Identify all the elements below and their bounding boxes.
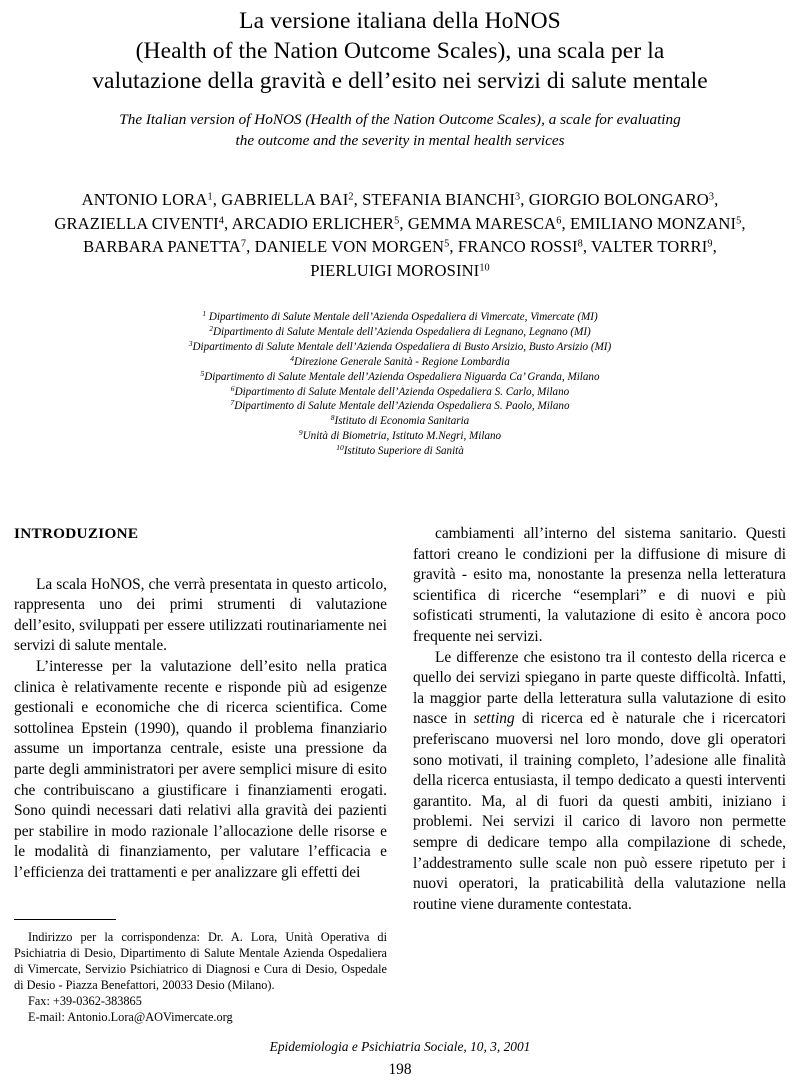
affiliation-text: Unità di Biometria, Istituto M.Negri, Milano xyxy=(302,430,502,443)
right-column xyxy=(413,524,786,915)
title-block xyxy=(0,0,800,151)
subtitle xyxy=(84,109,716,151)
affiliation-text: Dipartimento di Salute Mentale dell’Azienda Ospedaliera S. Carlo, Milano xyxy=(234,385,570,398)
affiliation-list xyxy=(0,310,800,459)
page-title xyxy=(26,6,774,96)
title-line: valutazione della gravità e dell’esito nei servizi di salute mentale xyxy=(92,68,708,94)
affiliation-item xyxy=(0,399,800,414)
author-affiliation-marker: 1 xyxy=(207,191,213,203)
author-affiliation-marker: 5 xyxy=(444,238,450,250)
title-line: (Health of the Nation Outcome Scales), una scala per la xyxy=(135,38,665,64)
author-name: GABRIELLA BAI xyxy=(221,190,349,209)
affiliation-item xyxy=(0,429,800,444)
journal-reference: Epidemiologia e Psichiatria Sociale, 10, 3, 2001 xyxy=(269,1039,531,1054)
affiliation-text: Dipartimento di Salute Mentale dell’Azienda Ospedaliera S. Paolo, Milano xyxy=(234,400,570,413)
affiliation-item xyxy=(0,414,800,429)
page-number: 198 xyxy=(388,1061,412,1078)
affiliation-marker: 9 xyxy=(298,428,303,438)
author-affiliation-marker: 5 xyxy=(736,215,742,227)
author-affiliation-marker: 3 xyxy=(515,191,521,203)
left-column xyxy=(14,524,387,915)
author-affiliation-marker: 10 xyxy=(479,262,490,274)
subtitle-line: the outcome and the severity in mental health services xyxy=(235,132,565,149)
author-name: BARBARA PANETTA xyxy=(83,237,241,256)
affiliation-marker: 7 xyxy=(230,398,235,408)
body-columns xyxy=(14,524,786,915)
emphasised-term: setting xyxy=(473,710,515,728)
author-line xyxy=(16,259,784,283)
affiliation-text: Istituto di Economia Sanitaria xyxy=(334,415,470,428)
affiliation-text: Dipartimento di Salute Mentale dell’Azienda Ospedaliera di Vimercate, Vimercate (MI) xyxy=(206,311,598,323)
affiliation-marker: 2 xyxy=(209,324,213,334)
paragraph: Le differenze che esistono tra il contesto della ricerca e quello dei servizi spiegano in parte queste difficoltà. Infatti, la maggior parte della letteratura sulla valutazione di esito nasce in setting di ricerca ed è naturale che i ricercatori preferiscano muoversi nel loro mondo, dove gli operatori sono motivati, il training completo, l’adesione alle finalità della ricerca entusiasta, il tempo dedicato a questi interventi garantito. Ma, al di fuori da questi ambiti, iniziano i problemi. Nei servizi il carico di lavoro non permette sempre di dedicare tempo alla compilazione di schede, l’addestramento sulle scale non può essere ripetuto per i nuovi operatori, la praticabilità della valutazione nella routine viene duramente contestata. xyxy=(413,648,786,913)
affiliation-marker: 6 xyxy=(230,383,235,393)
author-affiliation-marker: 2 xyxy=(348,191,354,203)
author-affiliation-marker: 8 xyxy=(577,238,583,250)
affiliation-marker: 4 xyxy=(290,353,294,363)
page-footer xyxy=(0,1038,800,1080)
author-affiliation-marker: 3 xyxy=(708,191,715,203)
author-affiliation-marker: 9 xyxy=(707,238,713,250)
affiliation-text: Dipartimento di Salute Mentale dell’Azienda Ospedaliera di Busto Arsizio, Busto Arsizio (MI) xyxy=(192,340,612,353)
footnote-divider xyxy=(14,919,116,920)
author-name: DANIELE VON MORGEN xyxy=(254,237,445,256)
affiliation-marker: 3 xyxy=(188,339,193,349)
author-name: GIORGIO BOLONGARO xyxy=(528,190,709,209)
correspondence-fax: Fax: +39-0362-383865 xyxy=(28,994,142,1009)
section-heading-introduzione: INTRODUZIONE xyxy=(14,525,139,542)
author-line: GRAZIELLA CIVENTI$^4$, ARCADIO ERLICHER$^5$, GEMMA MARESCA$^6$, EMILIANO MONZANI$^5$, xyxy=(54,213,746,233)
paragraph: L’interesse per la valutazione dell’esito nella pratica clinica è relativamente recente e risponde più ad esigenze gestionali e economiche che di ricerca scientifica. Come sottolinea Epstein (1990), quando il problema finanziario assume un importanza centrale, esiste una pressione da parte degli amministratori per avere semplici misure di esito che contribuiscano a giustificare i finanziamenti erogati. Sono quindi necessari dati relativi alla gravità dei pazienti per stabilire in modo razionale l’allocazione delle risorse e le modalità di finanziamento, per valutare l’efficacia e l’efficienza dei trattamenti e per analizzare gli effetti dei xyxy=(14,657,387,881)
author-name: VALTER TORRI xyxy=(591,237,708,256)
affiliation-item xyxy=(0,355,800,370)
affiliation-item xyxy=(0,325,800,340)
affiliation-marker: 10 xyxy=(336,443,344,453)
author-affiliation-marker: 4 xyxy=(218,215,225,227)
affiliation-item xyxy=(0,340,800,355)
author-affiliation-marker: 5 xyxy=(394,215,400,227)
affiliation-item xyxy=(0,370,800,385)
author-name: PIERLUIGI MOROSINI xyxy=(310,260,480,280)
affiliation-text: Direzione Generale Sanità - Regione Lombardia xyxy=(293,355,510,368)
affiliation-item xyxy=(0,310,800,325)
author-affiliation-marker: 7 xyxy=(240,238,247,250)
affiliation-item xyxy=(0,444,800,459)
author-name: ARCADIO ERLICHER xyxy=(231,213,395,233)
correspondence-email[interactable]: E-mail: Antonio.Lora@AOVimercate.org xyxy=(28,1010,233,1025)
correspondence-block xyxy=(14,929,387,1026)
author-name: ANTONIO LORA xyxy=(81,190,208,209)
title-line: La versione italiana della HoNOS xyxy=(239,8,561,34)
subtitle-line: The Italian version of HoNOS (Health of the Nation Outcome Scales), a scale for evaluating xyxy=(119,111,681,128)
author-line: BARBARA PANETTA$^7$, DANIELE VON MORGEN$^5$, FRANCO ROSSI$^8$, VALTER TORRI$^9$, xyxy=(83,237,717,256)
author-line: ANTONIO LORA$^1$, GABRIELLA BAI$^2$, STEFANIA BIANCHI$^3$, GIORGIO BOLONGARO$^3$, xyxy=(81,190,719,209)
paragraph: La scala HoNOS, che verrà presentata in questo articolo, rappresenta uno dei primi strumenti di valutazione dell’esito, sviluppati per essere utilizzati routinariamente nei servizi di salute mentale. xyxy=(14,575,387,655)
author-name: FRANCO ROSSI xyxy=(457,237,578,256)
correspondence-address: Indirizzo per la corrispondenza: Dr. A. Lora, Unità Operativa di Psichiatria di Desio, Dipartimento di Salute Mentale Azienda Ospedaliera di Vimercate, Servizio Psichiatrico di Diagnosi e Cura di Desio, Ospedale di Desio - Piazza Benefattori, 20033 Desio (Milano). xyxy=(14,930,387,993)
affiliation-item xyxy=(0,385,800,400)
affiliation-text: Dipartimento di Salute Mentale dell’Azienda Ospedaliera Niguarda Ca’ Granda, Milano xyxy=(204,370,600,383)
affiliation-text: Dipartimento di Salute Mentale dell’Azienda Ospedaliera di Legnano, Legnano (MI) xyxy=(213,325,591,338)
author-name: EMILIANO MONZANI xyxy=(569,213,737,233)
author-list xyxy=(16,188,784,282)
author-name: GEMMA MARESCA xyxy=(407,213,557,233)
affiliation-marker: 1 xyxy=(202,309,207,319)
author-name: STEFANIA BIANCHI xyxy=(362,190,516,209)
affiliation-marker: 8 xyxy=(330,413,335,423)
author-affiliation-marker: 6 xyxy=(556,215,562,227)
paragraph: cambiamenti all’interno del sistema sanitario. Questi fattori creano le condizioni per la diffusione di misure di gravità - esito ma, nonostante la presenza nella letteratura scientifica di ricerche “esemplari” e di nuovi e più sofisticati strumenti, la valutazione di esito è ancora poco frequente nei servizi. xyxy=(413,525,786,645)
affiliation-marker: 5 xyxy=(200,368,205,378)
affiliation-text: Istituto Superiore di Sanità xyxy=(343,445,464,458)
author-name: GRAZIELLA CIVENTI xyxy=(54,213,219,233)
